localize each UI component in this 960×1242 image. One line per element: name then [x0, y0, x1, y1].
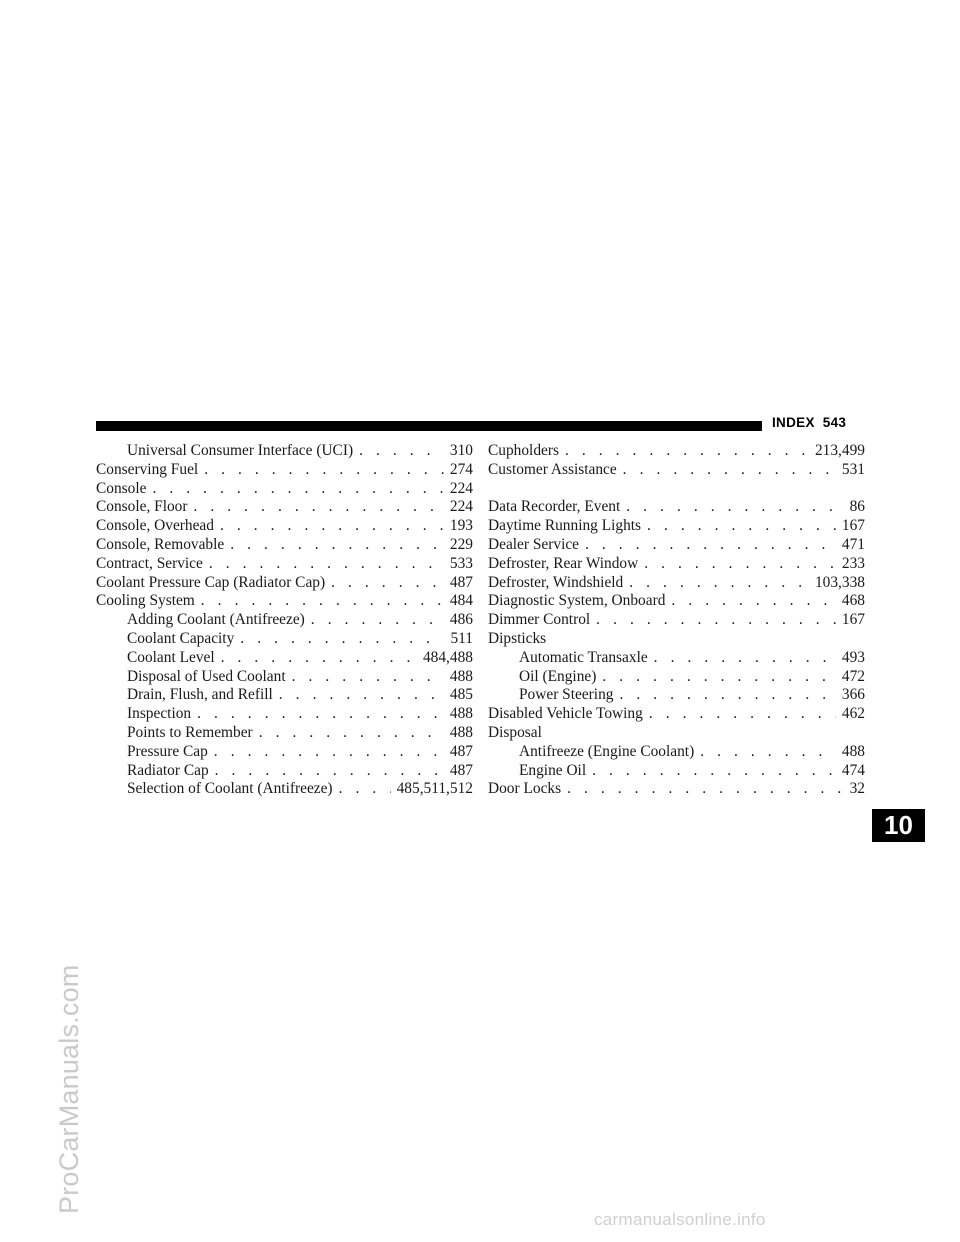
dot-leader [671, 592, 836, 611]
header-rule [96, 421, 762, 431]
index-page-ref: 193 [449, 517, 473, 535]
index-term: Selection of Coolant (Antifreeze) [127, 780, 333, 798]
dot-leader [565, 442, 809, 461]
index-page-ref: 488 [449, 667, 473, 685]
index-term: Coolant Level [127, 648, 215, 666]
index-page-ref: 474 [841, 761, 865, 779]
index-page-ref: 531 [841, 460, 865, 478]
index-entry [96, 630, 473, 649]
dot-leader [647, 517, 836, 536]
index-page-ref: 485 [449, 686, 473, 704]
index-page-ref: 488 [449, 705, 473, 723]
index-term: Universal Consumer Interface (UCI) [127, 442, 354, 459]
dot-leader [585, 536, 836, 555]
index-page-ref: 472 [841, 667, 865, 685]
dot-leader [230, 536, 444, 555]
index-page-ref: 86 [849, 498, 865, 516]
index-entry [488, 442, 865, 461]
dot-leader [596, 611, 836, 630]
index-entry [96, 762, 473, 781]
index-entry [96, 461, 473, 480]
index-entry [488, 611, 865, 630]
index-entry [96, 480, 473, 499]
dot-leader [259, 724, 444, 743]
index-page-ref: 487 [449, 573, 473, 591]
dot-leader [279, 686, 444, 705]
dot-leader [602, 668, 836, 687]
index-page-ref: 484 [449, 592, 473, 610]
dot-leader [221, 649, 417, 668]
index-term: Conserving Fuel [96, 460, 199, 478]
index-entry [96, 517, 473, 536]
index-term: Oil (Engine) [519, 667, 597, 685]
running-header [772, 415, 846, 430]
index-term: Cupholders [488, 442, 559, 459]
index-column-left [96, 442, 473, 799]
dot-leader [194, 498, 444, 517]
index-page-ref: 493 [841, 648, 865, 666]
index-page-ref: 487 [449, 742, 473, 760]
dot-leader [592, 762, 836, 781]
index-entry [488, 630, 865, 649]
index-entry [96, 705, 473, 724]
dot-leader [197, 705, 444, 724]
index-page-ref: 274 [449, 460, 473, 478]
index-page-ref: 167 [841, 517, 865, 535]
index-page-ref: 213,499 [814, 442, 865, 459]
index-term: Pressure Cap [127, 742, 208, 760]
index-entry [488, 592, 865, 611]
dot-leader [292, 668, 444, 687]
index-term: Dimmer Control [488, 611, 591, 629]
index-term: Disabled Vehicle Towing [488, 705, 643, 723]
index-entry [96, 442, 473, 461]
dot-leader [215, 762, 444, 781]
index-entry [96, 574, 473, 593]
index-entry [96, 724, 473, 743]
index-page-ref: 485,511,512 [396, 780, 473, 798]
index-term: Radiator Cap [127, 761, 209, 779]
dot-leader [201, 592, 444, 611]
index-term: Customer Assistance [488, 460, 617, 478]
header-page-number: 543 [822, 415, 847, 430]
index-term: Diagnostic System, Onboard [488, 592, 666, 610]
index-page-ref: 224 [449, 479, 473, 497]
dot-leader [339, 780, 391, 799]
index-entry [488, 668, 865, 687]
index-entry [96, 668, 473, 687]
index-entry [96, 611, 473, 630]
index-entry [96, 498, 473, 517]
watermark: ProCarManuals.com [54, 964, 84, 1214]
index-term: Console, Overhead [96, 517, 214, 535]
index-entry [96, 780, 473, 799]
index-term: Defroster, Rear Window [488, 554, 639, 572]
index-term: Defroster, Windshield [488, 573, 624, 591]
index-term: Disposal of Used Coolant [127, 667, 286, 685]
index-term: Console, Floor [96, 498, 188, 516]
index-entry [488, 762, 865, 781]
index-entry [488, 461, 865, 480]
dot-leader [619, 686, 835, 705]
dot-leader [654, 649, 836, 668]
dot-leader [331, 574, 444, 593]
dot-leader [700, 743, 836, 762]
index-page-ref: 468 [841, 592, 865, 610]
index-term: Disposal [488, 723, 542, 741]
index-term: Dealer Service [488, 535, 580, 553]
index-term: Cooling System [96, 592, 195, 610]
footer-watermark: carmanualsonline.info [594, 1210, 766, 1229]
index-page-ref: 533 [449, 554, 473, 572]
header-label: INDEX [772, 415, 815, 430]
index-entry [488, 517, 865, 536]
index-term: Coolant Capacity [127, 629, 235, 647]
dot-leader [623, 461, 836, 480]
index-page-ref: 366 [841, 686, 865, 704]
index-entry [488, 724, 865, 743]
dot-leader [152, 480, 443, 499]
index-term: Drain, Flush, and Refill [127, 686, 273, 704]
index-term: Engine Oil [519, 761, 587, 779]
dot-leader [567, 780, 844, 799]
index-entry [96, 555, 473, 574]
index-term: Contract, Service [96, 554, 203, 572]
index-entry [488, 686, 865, 705]
index-page-ref: 167 [841, 611, 865, 629]
index-term: Dipsticks [488, 629, 547, 647]
index-page-ref: 462 [841, 705, 865, 723]
dot-leader [204, 461, 444, 480]
index-page-ref: 32 [849, 780, 865, 798]
index-page-ref: 103,338 [814, 573, 865, 591]
index-entry [96, 592, 473, 611]
dot-leader [359, 442, 444, 461]
index-entry [488, 705, 865, 724]
index-page-ref: 484,488 [422, 648, 473, 666]
index-term: Door Locks [488, 780, 562, 798]
dot-leader [644, 555, 836, 574]
chapter-tab: 10 [872, 809, 925, 842]
index-entry [488, 536, 865, 555]
index-entry [96, 743, 473, 762]
dot-leader [629, 574, 809, 593]
index-page-ref: 488 [841, 742, 865, 760]
index-page-ref: 488 [449, 723, 473, 741]
index-entry [488, 498, 865, 517]
index-column-right [488, 442, 865, 799]
dot-leader [214, 743, 444, 762]
index-entry [488, 649, 865, 668]
dot-leader [649, 705, 836, 724]
index-term: Adding Coolant (Antifreeze) [127, 611, 305, 629]
dot-leader [240, 630, 444, 649]
index-term: Console [96, 479, 147, 497]
index-entry [488, 743, 865, 762]
index-term: Data Recorder, Event [488, 498, 621, 516]
index-term: Daytime Running Lights [488, 517, 642, 535]
dot-leader [209, 555, 444, 574]
index-page-ref: 310 [449, 442, 473, 459]
dot-leader [626, 498, 843, 517]
index-page-ref: 511 [450, 629, 473, 647]
index-page-ref: 486 [449, 611, 473, 629]
index-page-ref: 229 [449, 535, 473, 553]
index-entry [96, 649, 473, 668]
index-page-ref: 487 [449, 761, 473, 779]
index-term: Points to Remember [127, 723, 253, 741]
index-entry [488, 555, 865, 574]
index-page-ref: 233 [841, 554, 865, 572]
index-term: Antifreeze (Engine Coolant) [519, 742, 695, 760]
index-entry [488, 780, 865, 799]
index-term: Power Steering [519, 686, 614, 704]
index-entry [96, 686, 473, 705]
index-entry [96, 536, 473, 555]
index-term: Console, Removable [96, 535, 225, 553]
index-term: Coolant Pressure Cap (Radiator Cap) [96, 573, 326, 591]
dot-leader [220, 517, 444, 536]
index-term: Automatic Transaxle [519, 648, 648, 666]
index-term: Inspection [127, 705, 192, 723]
index-page-ref: 224 [449, 498, 473, 516]
index-page-ref: 471 [841, 535, 865, 553]
index-entry [488, 574, 865, 593]
dot-leader [311, 611, 444, 630]
